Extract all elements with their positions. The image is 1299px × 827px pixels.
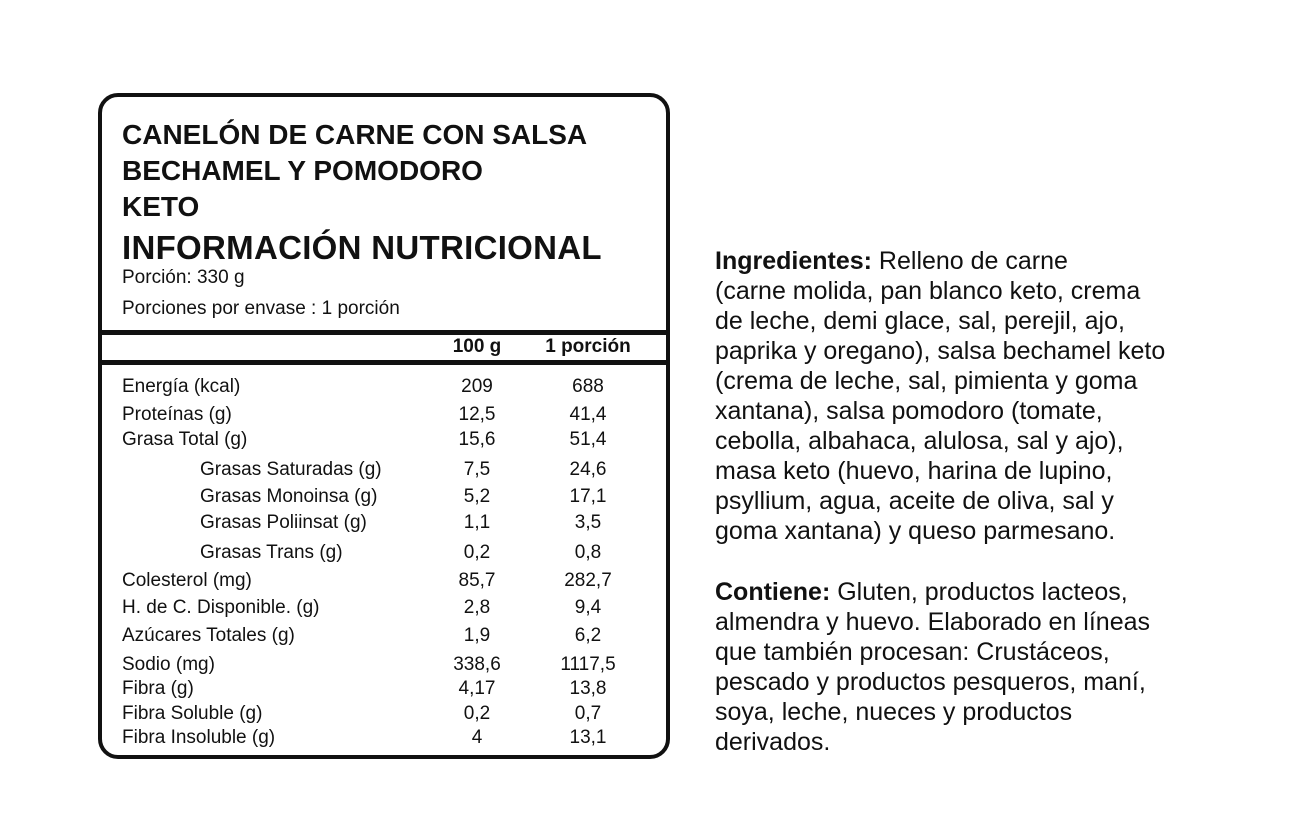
table-row [102, 726, 666, 750]
allergens-line: que también procesan: Crustáceos, [715, 638, 1110, 666]
value-per-100g: 12,5 [458, 404, 496, 425]
ingredients-line: de leche, demi glace, sal, perejil, ajo, [715, 307, 1125, 335]
nutrient-name: Fibra Soluble (g) [122, 703, 263, 724]
nutrient-name: Grasas Saturadas (g) [200, 459, 382, 480]
ingredients-line: (carne molida, pan blanco keto, crema [715, 277, 1141, 305]
ingredients-line: masa keto (huevo, harina de lupino, [715, 457, 1113, 485]
value-per-100g: 15,6 [458, 429, 496, 450]
allergens-heading: Contiene: [715, 578, 831, 606]
nutrient-name: Energía (kcal) [122, 376, 241, 397]
value-per-100g: 5,2 [463, 486, 491, 507]
nutrient-name: H. de C. Disponible. (g) [122, 597, 320, 618]
allergens-first-line [715, 577, 1275, 607]
nutrient-name: Fibra (g) [122, 678, 194, 699]
value-per-100g: 0,2 [463, 703, 491, 724]
value-per-100g: 338,6 [453, 654, 501, 675]
nutrition-title: INFORMACIÓN NUTRICIONAL [122, 229, 602, 266]
value-per-serving: 13,8 [569, 678, 607, 699]
allergens-block [715, 577, 1275, 757]
value-per-serving: 24,6 [569, 459, 607, 480]
value-per-serving: 17,1 [569, 486, 607, 507]
nutrient-name: Proteínas (g) [122, 404, 232, 425]
allergens-lines [715, 607, 1275, 757]
value-per-100g: 0,2 [463, 542, 491, 563]
allergens-first-text: Gluten, productos lacteos, [830, 578, 1128, 606]
ingredients-line: xantana), salsa pomodoro (tomate, [715, 397, 1103, 425]
value-per-100g: 209 [461, 376, 493, 397]
value-per-serving: 688 [572, 376, 604, 397]
table-row [102, 428, 666, 452]
table-row [102, 702, 666, 726]
table-row [102, 677, 666, 701]
value-per-serving: 3,5 [574, 512, 602, 533]
value-per-100g: 85,7 [458, 570, 496, 591]
nutrient-name: Azúcares Totales (g) [122, 625, 295, 646]
product-name-line: CANELÓN DE CARNE CON SALSA [122, 119, 588, 150]
ingredients-heading: Ingredientes: [715, 247, 872, 275]
value-per-100g: 4,17 [458, 678, 496, 699]
value-per-100g: 7,5 [463, 459, 491, 480]
value-per-100g: 1,1 [463, 512, 491, 533]
table-row [102, 511, 666, 535]
table-header-divider [102, 360, 666, 365]
value-per-serving: 282,7 [564, 570, 612, 591]
table-row [102, 624, 666, 648]
value-per-serving: 41,4 [569, 404, 607, 425]
value-per-serving: 0,7 [574, 703, 602, 724]
ingredients-line: psyllium, agua, aceite de oliva, sal y [715, 487, 1114, 515]
ingredients-block [715, 246, 1275, 546]
value-per-serving: 6,2 [574, 625, 602, 646]
nutrient-name: Fibra Insoluble (g) [122, 727, 276, 748]
value-per-100g: 4 [471, 727, 483, 748]
table-row [102, 458, 666, 482]
nutrient-name: Grasas Poliinsat (g) [200, 512, 367, 533]
column-header-100g: 100 g [452, 336, 502, 357]
value-per-serving: 13,1 [569, 727, 607, 748]
value-per-serving: 1117,5 [560, 654, 616, 675]
ingredients-line: (crema de leche, sal, pimienta y goma [715, 367, 1138, 395]
table-row [102, 403, 666, 427]
value-per-serving: 51,4 [569, 429, 607, 450]
value-per-100g: 1,9 [463, 625, 491, 646]
ingredients-first-text: Relleno de carne [871, 247, 1068, 275]
allergens-line: almendra y huevo. Elaborado en líneas [715, 608, 1151, 636]
serving-size: Porción: 330 g [122, 267, 245, 288]
value-per-100g: 2,8 [463, 597, 491, 618]
servings-per-container: Porciones por envase : 1 porción [122, 298, 400, 319]
ingredients-line: cebolla, albahaca, alulosa, sal y ajo), [715, 427, 1124, 455]
ingredients-line: paprika y oregano), salsa bechamel keto [715, 337, 1166, 365]
table-row [102, 541, 666, 565]
value-per-serving: 0,8 [574, 542, 602, 563]
allergens-line: derivados. [715, 728, 831, 756]
table-top-divider [102, 330, 666, 335]
nutrient-name: Grasas Trans (g) [200, 542, 343, 563]
column-header-serving: 1 porción [545, 336, 631, 357]
nutrient-name: Colesterol (mg) [122, 570, 252, 591]
table-row [102, 485, 666, 509]
ingredients-lines [715, 276, 1275, 546]
product-name-line: KETO [122, 191, 200, 222]
product-name [122, 117, 662, 225]
table-row [102, 653, 666, 677]
product-name-line: BECHAMEL Y POMODORO [122, 155, 483, 186]
value-per-serving: 9,4 [574, 597, 602, 618]
allergens-line: pescado y productos pesqueros, maní, [715, 668, 1146, 696]
nutrient-name: Grasa Total (g) [122, 429, 248, 450]
table-row [102, 596, 666, 620]
allergens-line: soya, leche, nueces y productos [715, 698, 1073, 726]
nutrient-name: Sodio (mg) [122, 654, 215, 675]
nutrient-name: Grasas Monoinsa (g) [200, 486, 378, 507]
nutrition-label [98, 93, 670, 759]
table-row [102, 569, 666, 593]
ingredients-line: goma xantana) y queso parmesano. [715, 517, 1116, 545]
table-row [102, 375, 666, 399]
ingredients-first-line [715, 246, 1275, 276]
